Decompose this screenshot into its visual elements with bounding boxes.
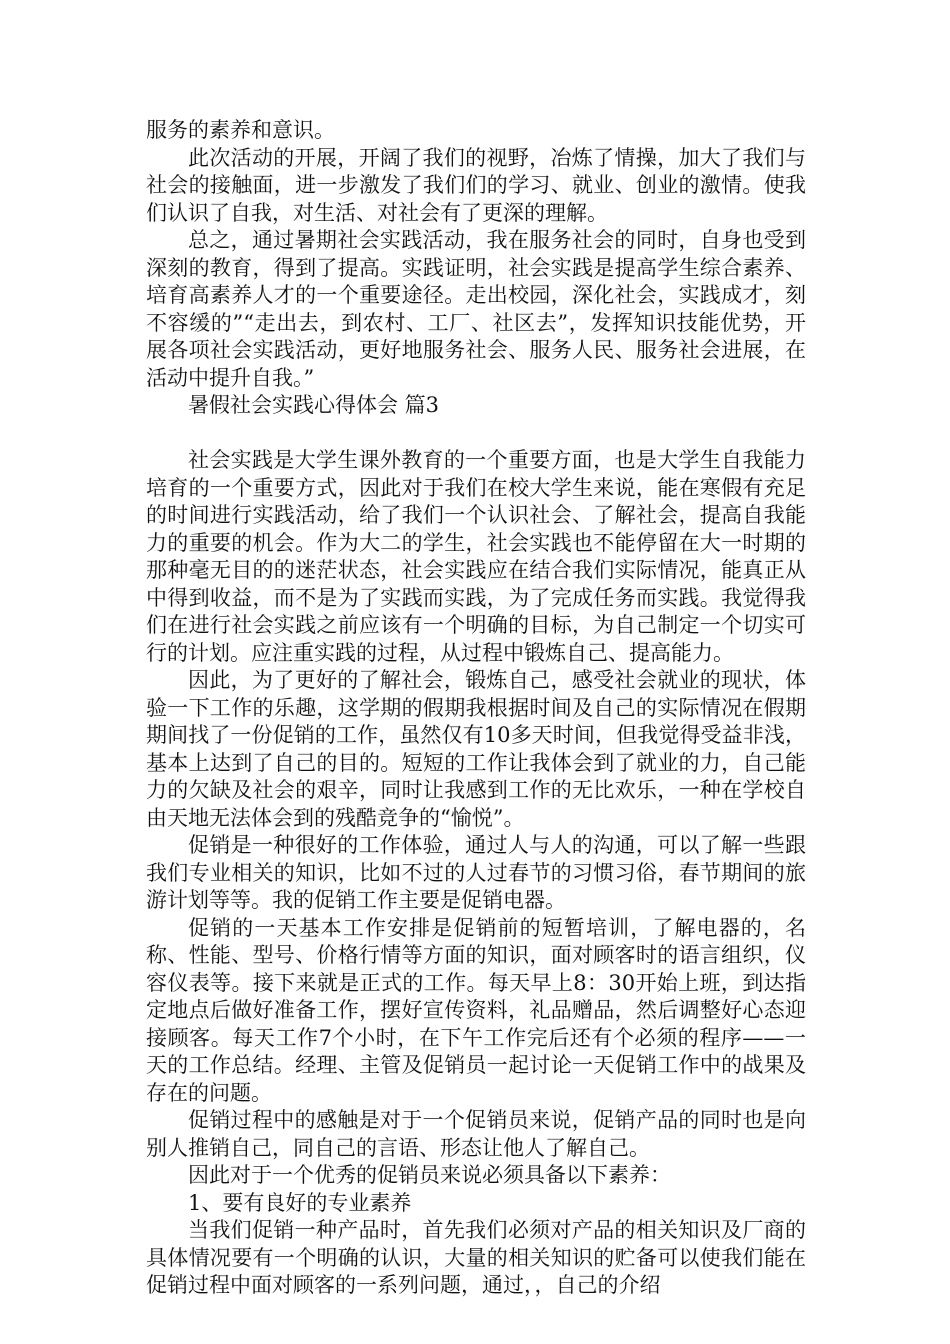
- section-heading: 暑假社会实践心得体会 篇3: [188, 393, 440, 417]
- paragraph: 因此对于一个优秀的促销员来说必须具备以下素养：: [188, 1163, 671, 1187]
- paragraph: 服务的素养和意识。: [146, 118, 335, 142]
- paragraph: 社会实践是大学生课外教育的一个重要方面，也是大学生自我能力培育的一个重要方式，因此对于我们在校大学生来说，能在寒假有充足的时间进行实践活动，给了我们一个认识社会、了解社会，提高自我能力的重要的机会。作为大二的学生，社会实践也不能停留在大一时期的那种毫无目的的迷茫状态，社会实践应在结合我们实际情况，能真正从中得到收益，而不是为了实践而实践，为了完成任务而实践。我觉得我们在进行社会实践之前应该有一个明确的目标，为自己制定一个切实可行的计划。应注重实践的过程，从过程中锻炼自己、提高能力。: [146, 448, 806, 665]
- paragraph: 促销是一种很好的工作体验，通过人与人的沟通，可以了解一些跟我们专业相关的知识，比如不过的人过春节的习惯习俗，春节期间的旅游计划等等。我的促销工作主要是促销电器。: [146, 833, 806, 912]
- paragraph: 促销的一天基本工作安排是促销前的短暂培训，了解电器的，名称、性能、型号、价格行情等方面的知识，面对顾客时的语言组织，仪容仪表等。接下来就是正式的工作。每天早上8：30开始上班，到达指定地点后做好准备工作，摆好宣传资料，礼品赠品，然后调整好心态迎接顾客。每天工作7个小时，在下午工作完后还有个必须的程序——一天的工作总结。经理、主管及促销员一起讨论一天促销工作中的战果及存在的问题。: [146, 915, 806, 1105]
- document-page: [146, 117, 806, 1300]
- blank-line: [146, 420, 806, 448]
- paragraph: 促销过程中的感触是对于一个促销员来说，促销产品的同时也是向别人推销自己，同自己的言语、形态让他人了解自己。: [146, 1108, 806, 1160]
- paragraph: 总之，通过暑期社会实践活动，我在服务社会的同时，自身也受到深刻的教育，得到了提高。实践证明，社会实践是提高学生综合素养、培育高素养人才的一个重要途径。走出校园，深化社会，实践成才，刻不容缓的”“走出去，到农村、工厂、社区去”，发挥知识技能优势，开展各项社会实践活动，更好地服务社会、服务人民、服务社会进展，在活动中提升自我。”: [146, 228, 806, 390]
- paragraph: 因此，为了更好的了解社会，锻炼自己，感受社会就业的现状，体验一下工作的乐趣，这学期的假期我根据时间及自己的实际情况在假期期间找了一份促销的工作，虽然仅有10多天时间，但我觉得受益非浅，基本上达到了自己的目的。短短的工作让我体会到了就业的力，自己能力的欠缺及社会的艰辛，同时让我感到工作的无比欢乐，一种在学校自由天地无法体会到的残酷竞争的“愉悦”。: [146, 668, 806, 830]
- paragraph: 此次活动的开展，开阔了我们的视野，冶炼了情操，加大了我们与社会的接触面，进一步激发了我们们的学习、就业、创业的激情。使我们认识了自我，对生活、对社会有了更深的理解。: [146, 145, 806, 225]
- paragraph: 当我们促销一种产品时，首先我们必须对产品的相关知识及厂商的具体情况要有一个明确的认识，大量的相关知识的贮备可以使我们能在促销过程中面对顾客的一系列问题，通过，，自己的介绍: [146, 1218, 806, 1297]
- list-item-heading: 1、要有良好的专业素养: [188, 1190, 412, 1215]
